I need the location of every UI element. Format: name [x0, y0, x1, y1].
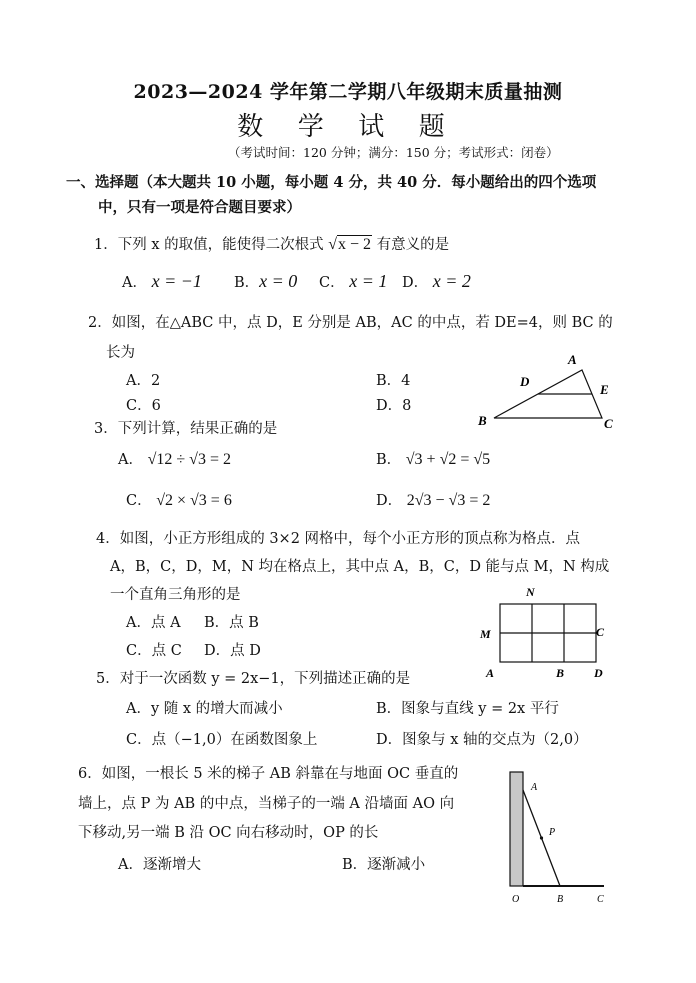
exam-subject-title: 数 学 试 题	[237, 112, 459, 141]
q1-stem-before: 1．下列 x 的取值，能使得二次根式	[94, 237, 324, 253]
q5-option-c-text: 点（−1,0）在函数图象上	[151, 732, 318, 748]
label-a: A	[568, 352, 577, 367]
q4-option-d	[204, 639, 261, 660]
q5-option-d-letter: D．	[376, 732, 403, 748]
q1-option-a-letter: A．	[122, 275, 147, 291]
label-d: D	[520, 374, 530, 389]
q3-option-c	[126, 489, 232, 510]
q2-option-c-letter: C．	[126, 398, 152, 414]
q5-option-c-letter: C．	[126, 732, 152, 748]
q1-radicand: x − 2	[338, 236, 372, 253]
label-b: B	[557, 894, 564, 905]
question-6-stem-line3: 下移动,另一端 B 沿 OC 向右移动时，OP 的长	[78, 825, 379, 841]
label-m: M	[480, 627, 491, 641]
label-c: C	[597, 894, 604, 905]
q4-grid-figure	[476, 584, 616, 684]
q4-option-a-text: 点 A	[150, 615, 181, 631]
section-heading-line1: 一、选择题（本大题共 10 小题，每小题 4 分，共 40 分．每小题给出的四个选项	[66, 174, 597, 191]
q3-option-c-text: √2 × √3 = 6	[156, 492, 232, 509]
q1-option-b-text: x = 0	[259, 271, 298, 291]
q5-option-a	[126, 697, 283, 718]
q5-option-b-text: 图象与直线 y = 2x 平行	[401, 701, 559, 717]
question-2-stem-line2: 长为	[106, 345, 135, 361]
q3-option-a-text: √12 ÷ √3 = 2	[147, 451, 231, 468]
q3-option-d	[376, 489, 490, 510]
q5-option-a-text: y 随 x 的增大而减小	[150, 701, 283, 717]
label-n: N	[526, 585, 535, 599]
q6-option-a	[118, 853, 201, 874]
q1-option-c-letter: C．	[319, 275, 345, 291]
q4-option-b	[204, 611, 259, 632]
label-p: P	[549, 827, 556, 838]
q1-sqrt-expression: √x − 2	[328, 236, 372, 253]
q6-option-b	[342, 853, 425, 874]
q2-option-d	[376, 394, 411, 415]
q4-option-b-letter: B．	[204, 615, 230, 631]
q6-option-a-text: 逐渐增大	[142, 857, 201, 873]
midpoint-p	[540, 836, 543, 839]
q6-ladder-figure	[496, 760, 616, 910]
question-1-stem	[94, 233, 449, 254]
q4-option-d-letter: D．	[204, 643, 231, 659]
q5-option-d	[376, 728, 588, 749]
q6-option-b-text: 逐渐减小	[367, 857, 426, 873]
q1-option-c	[319, 271, 387, 292]
exam-info: （考试时间：120 分钟；满分：150 分；考试形式：闭卷）	[228, 145, 559, 160]
page-title: 2023—2024 学年第二学期八年级期末质量抽测	[133, 81, 563, 103]
q4-option-c	[126, 639, 182, 660]
label-a: A	[486, 666, 495, 680]
q4-option-a-letter: A．	[126, 615, 151, 631]
q1-stem-after: 有意义的是	[376, 237, 450, 253]
q1-option-d	[402, 271, 471, 292]
question-6-stem-line2: 墙上，点 P 为 AB 的中点，当梯子的一端 A 沿墙面 AO 向	[78, 796, 455, 812]
q2-option-a-letter: A．	[126, 373, 151, 389]
q1-option-b-letter: B．	[234, 275, 260, 291]
question-5-stem: 5．对于一次函数 y = 2x−1，下列描述正确的是	[96, 671, 411, 687]
q1-option-a	[122, 271, 202, 292]
q4-option-d-text: 点 D	[230, 643, 261, 659]
q2-option-b-text: 4	[401, 373, 411, 389]
q2-option-a	[126, 369, 160, 390]
q3-option-c-letter: C．	[126, 493, 152, 509]
label-b: B	[556, 666, 565, 680]
q4-option-a	[126, 611, 181, 632]
question-3-stem: 3．下列计算，结果正确的是	[94, 421, 278, 437]
label-c: C	[596, 625, 605, 639]
q2-option-c	[126, 394, 161, 415]
q4-option-c-letter: C．	[126, 643, 152, 659]
label-a: A	[531, 782, 538, 793]
label-d: D	[594, 666, 603, 680]
q3-option-b	[376, 448, 490, 469]
q6-option-a-letter: A．	[118, 857, 143, 873]
q3-option-d-letter: D．	[376, 493, 403, 509]
q6-option-b-letter: B．	[342, 857, 368, 873]
q3-option-d-text: 2√3 − √3 = 2	[406, 492, 491, 509]
q2-option-d-text: 8	[402, 398, 412, 414]
wall	[510, 772, 523, 886]
q3-option-a-letter: A．	[118, 452, 143, 468]
label-c: C	[604, 416, 613, 431]
question-2-stem-line1: 2．如图，在△ABC 中，点 D，E 分别是 AB，AC 的中点，若 DE=4，则 BC 的	[88, 315, 613, 331]
q1-option-d-text: x = 2	[432, 271, 471, 291]
q2-option-b-letter: B．	[376, 373, 402, 389]
question-6-stem-line1: 6．如图，一根长 5 米的梯子 AB 斜靠在与地面 OC 垂直的	[78, 766, 459, 782]
q1-option-a-text: x = −1	[151, 271, 202, 291]
label-o: O	[512, 894, 520, 905]
q5-option-a-letter: A．	[126, 701, 151, 717]
q1-option-d-letter: D．	[402, 275, 429, 291]
q4-option-c-text: 点 C	[151, 643, 182, 659]
question-4-stem-line3: 一个直角三角形的是	[110, 587, 241, 603]
q5-option-b	[376, 697, 559, 718]
q4-option-b-text: 点 B	[229, 615, 259, 631]
question-4-stem-line2: A，B，C，D，M，N 均在格点上，其中点 A，B，C，D 能与点 M，N 构成	[110, 559, 610, 575]
q3-option-b-letter: B．	[376, 452, 402, 468]
q1-option-c-text: x = 1	[349, 271, 388, 291]
q2-option-d-letter: D．	[376, 398, 403, 414]
question-4-stem-line1: 4．如图，小正方形组成的 3×2 网格中，每个小正方形的顶点称为格点．点	[96, 531, 581, 547]
label-b: B	[478, 413, 487, 428]
q2-option-b	[376, 369, 410, 390]
q2-option-a-text: 2	[150, 373, 161, 389]
q2-triangle-figure	[470, 348, 620, 438]
q3-option-a	[118, 448, 231, 469]
q5-option-d-text: 图象与 x 轴的交点为（2,0）	[402, 732, 588, 748]
q1-option-b	[234, 271, 297, 292]
q5-option-c	[126, 728, 317, 749]
label-e: E	[600, 382, 609, 397]
q5-option-b-letter: B．	[376, 701, 402, 717]
q2-option-c-text: 6	[151, 398, 161, 414]
section-heading-line2: 中，只有一项是符合题目要求）	[98, 199, 301, 216]
q3-option-b-text: √3 + √2 = √5	[405, 451, 491, 468]
